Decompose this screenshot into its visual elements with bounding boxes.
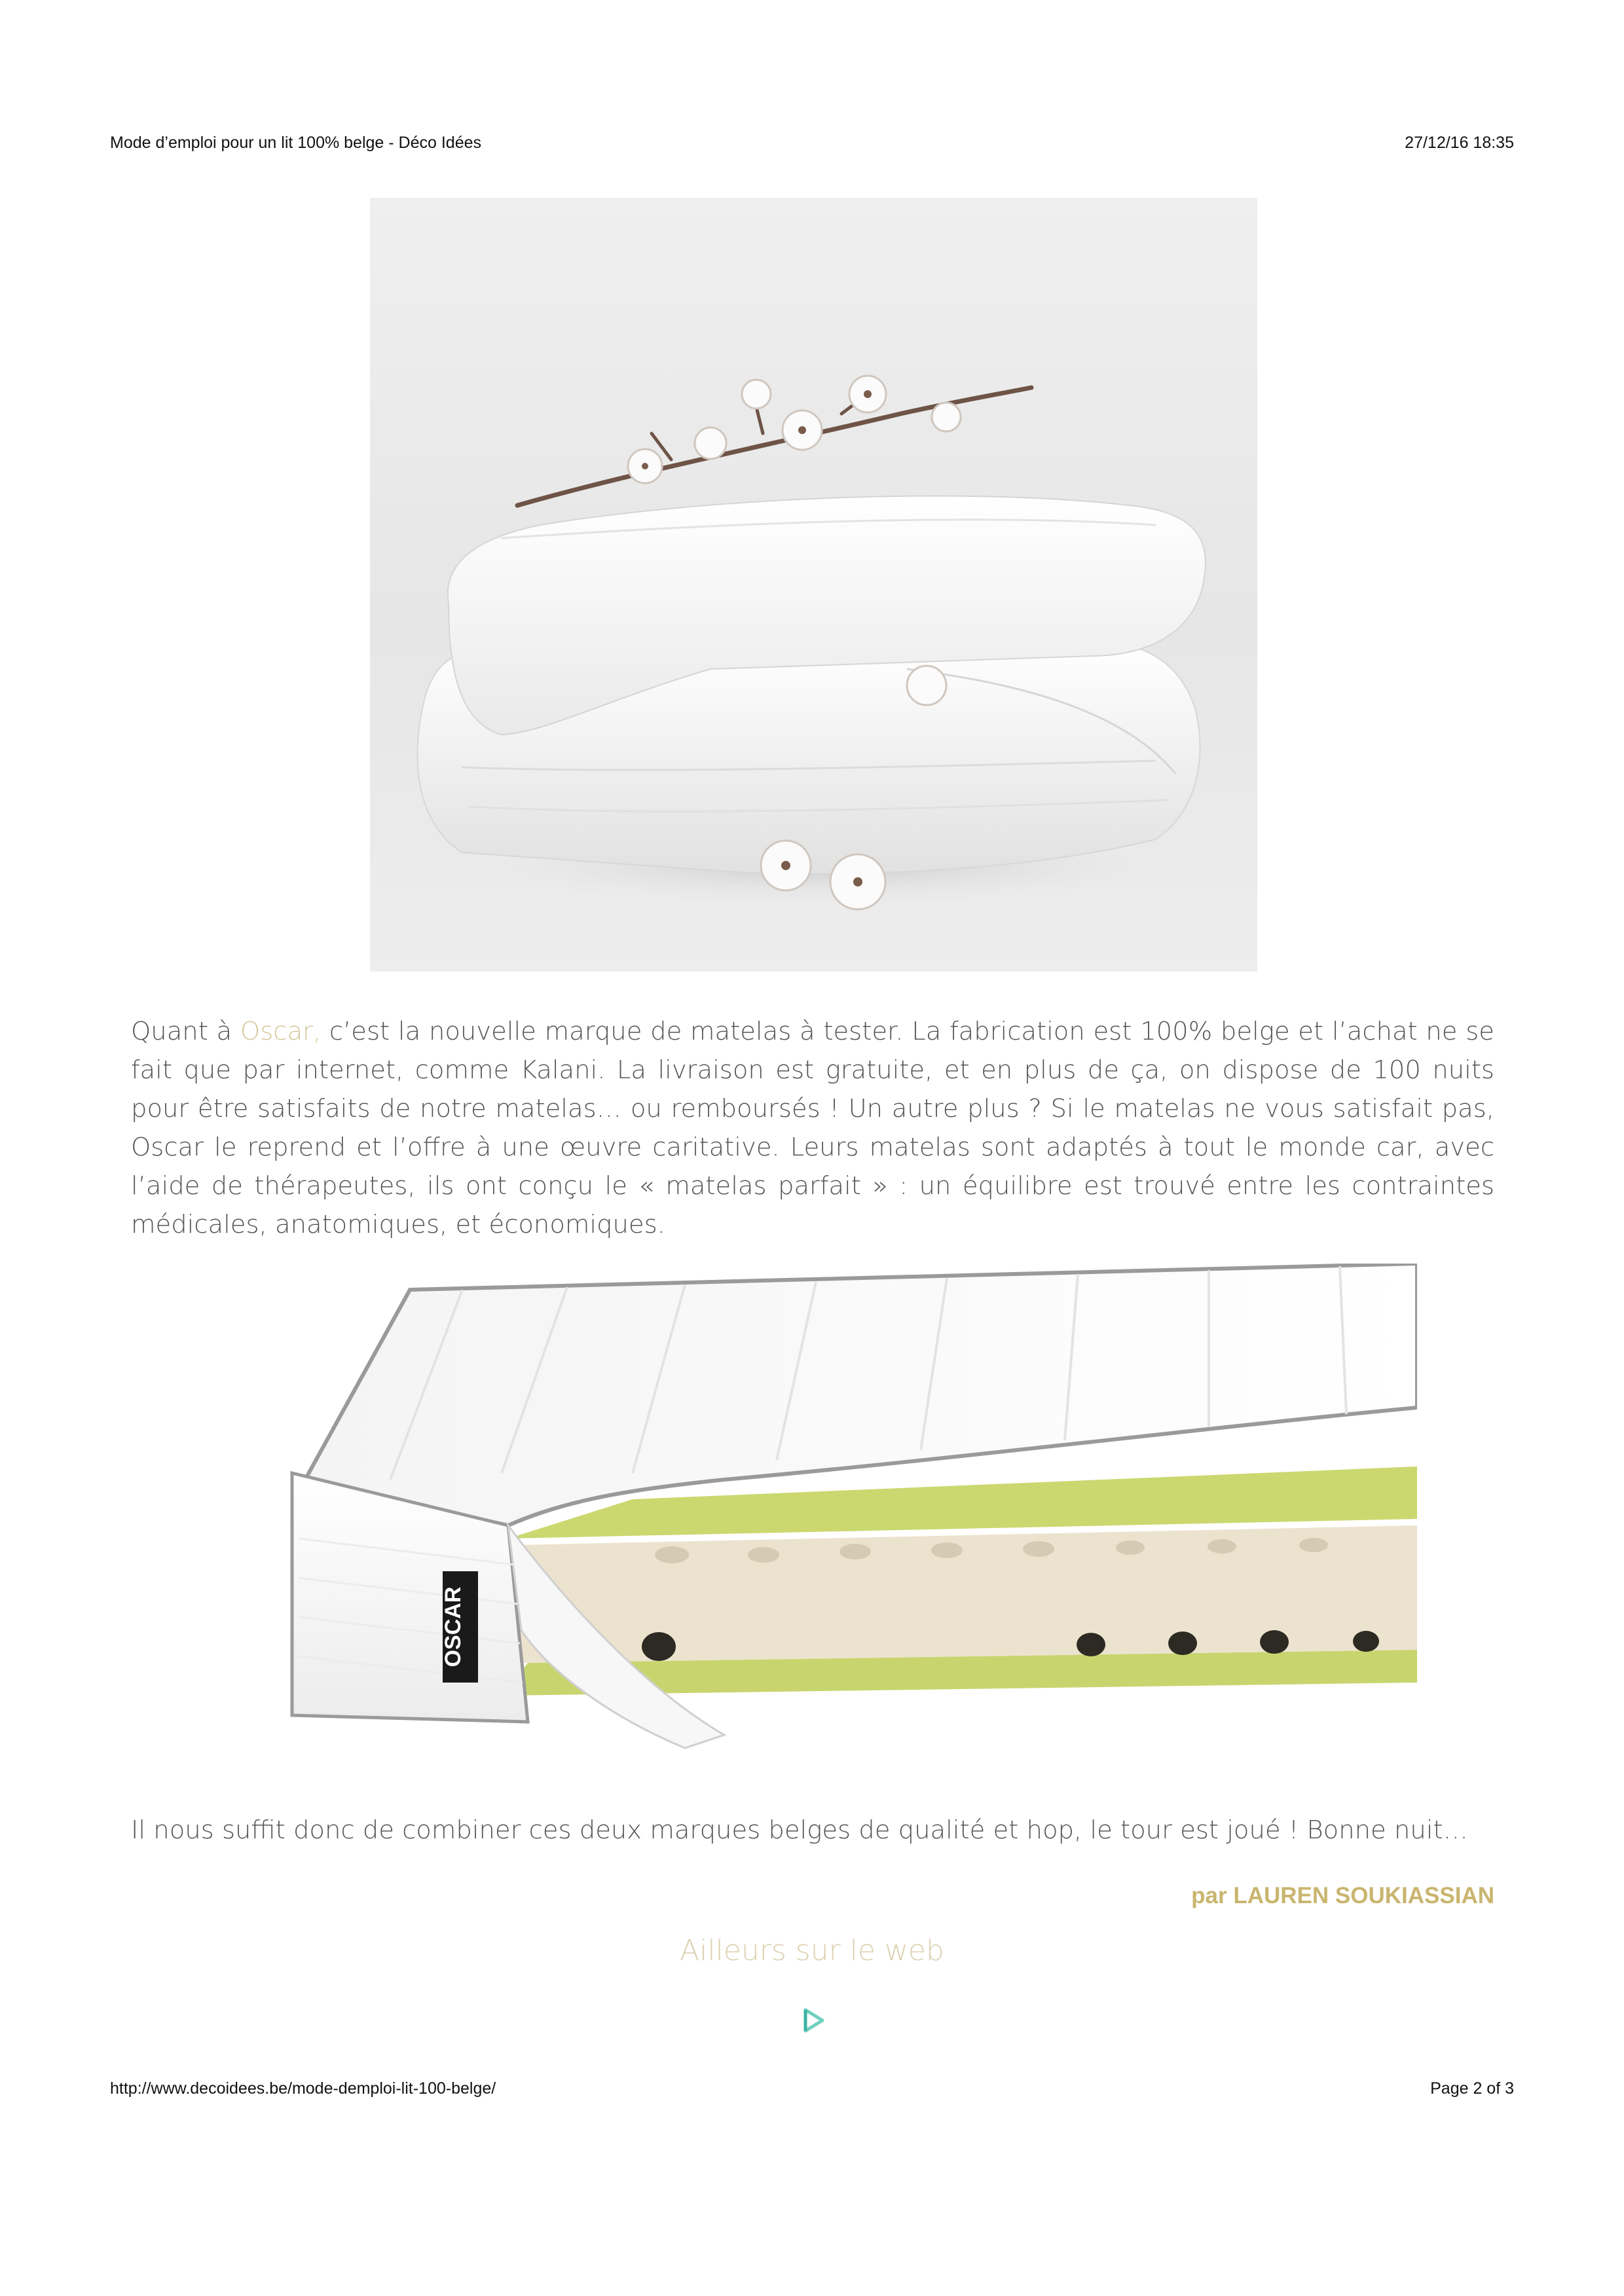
print-header [110, 134, 1514, 153]
print-footer [110, 2079, 1514, 2098]
oscar-link[interactable]: Oscar, [240, 1017, 322, 1046]
page-title: Mode d’emploi pour un lit 100% belge - Déco Idées [110, 134, 482, 152]
pillow-duvet-photo [370, 198, 1257, 972]
paragraph-body: c’est la nouvelle marque de matelas à tester. La fabrication est 100% belge et l’achat ne se fait que par internet, comme Kalani. La livraison est gratuite, et en plus de ça, on dispose de 100 nuits pour être satisfaits de notre matelas… ou remboursés ! Un autre plus ? Si le matelas ne vous satisfait pas, Oscar le reprend et l’offre à une œuvre caritative. Leurs matelas sont adaptés à tout le monde car, avec l’aide de thérapeutes, ils ont conçu le « matelas parfait » : un équilibre est trouvé entre les contraintes médicales, anatomiques, et économiques. [131, 1017, 1494, 1239]
related-heading: Ailleurs sur le web [680, 1934, 944, 1967]
play-triangle-icon[interactable] [800, 2006, 826, 2035]
oscar-label: OSCAR [441, 1586, 466, 1667]
author-byline: par LAUREN SOUKIASSIAN [1191, 1883, 1494, 1908]
page-url: http://www.decoidees.be/mode-demploi-lit-100-belge/ [110, 2079, 496, 2098]
mattress-photo [227, 1264, 1417, 1768]
page-number: Page 2 of 3 [1430, 2079, 1514, 2098]
paragraph-intro: Quant à [131, 1017, 240, 1046]
closing-paragraph: Il nous suffit donc de combiner ces deux marques belges de qualité et hop, le tour est joué ! Bonne nuit… [131, 1815, 1469, 1845]
article-paragraph [131, 1012, 1494, 1244]
print-datetime: 27/12/16 18:35 [1405, 134, 1514, 152]
